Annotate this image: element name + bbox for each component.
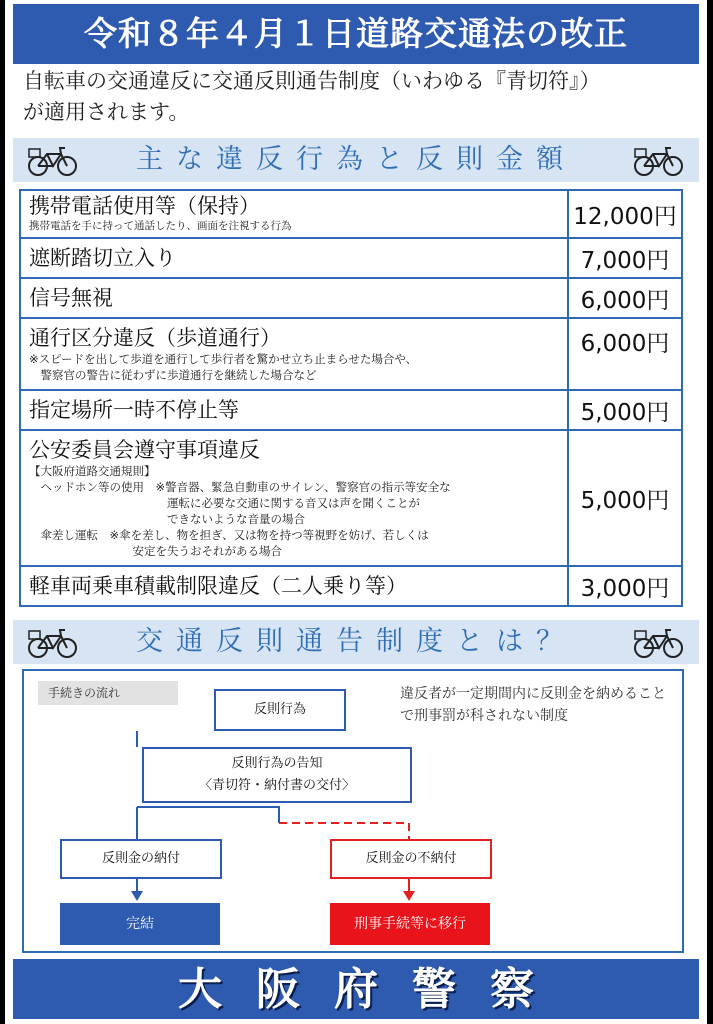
table-row <box>20 566 682 606</box>
fine-amount: 3,000円 <box>568 566 682 606</box>
violation-cell <box>20 238 568 278</box>
violation-name: 信号無視 <box>29 286 113 310</box>
section-title-system: 交通反則通告制度とは？ <box>136 626 576 657</box>
notice-line-2: 〈青切符・納付書の交付〉 <box>198 778 355 793</box>
intro-line-2: が適用されます。 <box>23 100 190 124</box>
violation-cell <box>20 318 568 390</box>
flow-tag: 手続きの流れ <box>38 681 178 705</box>
violation-note: 携帯電話を手に持って通話したり、画面を注視する行為 <box>29 220 292 232</box>
flow-step-violation: 反則行為 <box>214 689 346 731</box>
fine-amount: 7,000円 <box>568 238 682 278</box>
bicycle-icon <box>633 143 685 177</box>
bicycle-icon <box>633 625 685 659</box>
section-title-violations: 主な違反行為と反則金額 <box>136 144 576 175</box>
table-row <box>20 390 682 430</box>
intro-line-1: 自転車の交通違反に交通反則通告制度（いわゆる『青切符』） <box>23 69 601 93</box>
violation-note: 【大阪府道路交通規則】 ヘッドホン等の使用 ※警音器、緊急自動車のサイレン、警察官の指示等安全な 運転に必要な交通に関する音又は声を聞くことが できないような音量の場合 傘差し運転 ※傘を差し、物を担ぎ、又は物を持つ等視野を妨げ、若しくは 安定を失うおそれがある場合 <box>29 464 451 558</box>
violation-name: 通行区分違反（歩道通行） <box>29 326 281 350</box>
violation-cell <box>20 278 568 318</box>
procedure-flow <box>22 669 684 953</box>
table-row <box>20 278 682 318</box>
section-header-system <box>13 620 699 664</box>
bicycle-icon <box>27 625 79 659</box>
notice-line-1: 反則行為の告知 <box>231 756 323 771</box>
violation-name: 遮断踏切立入り <box>29 246 176 270</box>
violation-cell <box>20 390 568 430</box>
table-row <box>20 318 682 390</box>
footer-organization: 大阪府警察 <box>13 959 699 1019</box>
table-row <box>20 190 682 238</box>
violation-cell <box>20 566 568 606</box>
violation-cell <box>20 430 568 566</box>
table-row <box>20 238 682 278</box>
fine-amount: 12,000円 <box>568 190 682 238</box>
flow-step-paid: 反則金の納付 <box>60 839 222 879</box>
page-title: 令和８年４月１日道路交通法の改正 <box>13 4 699 64</box>
fine-amount: 6,000円 <box>568 278 682 318</box>
violation-name: 指定場所一時不停止等 <box>29 398 239 422</box>
flow-step-notice <box>142 747 412 803</box>
table-row <box>20 430 682 566</box>
bicycle-icon <box>27 143 79 177</box>
system-description: 違反者が一定期間内に反則金を納めることで刑事罰が科されない制度 <box>400 686 666 724</box>
poster <box>5 0 707 1024</box>
flow-result-criminal: 刑事手続等に移行 <box>330 903 490 945</box>
section-header-violations <box>13 138 699 182</box>
flow-result-complete: 完結 <box>60 903 220 945</box>
fine-amount: 5,000円 <box>568 390 682 430</box>
fines-table <box>19 189 683 607</box>
violation-note: ※スピードを出して歩道を通行して歩行者を驚かせ立ち止まらせた場合や、 警察官の警告に従わずに歩道通行を継続した場合など <box>29 352 418 382</box>
violation-name: 公安委員会遵守事項違反 <box>29 438 260 462</box>
violation-cell <box>20 190 568 238</box>
violation-name: 軽車両乗車積載制限違反（二人乗り等） <box>29 574 407 598</box>
intro-text <box>23 66 693 128</box>
fine-amount: 5,000円 <box>568 430 682 566</box>
fine-amount: 6,000円 <box>568 318 682 390</box>
flow-step-unpaid: 反則金の不納付 <box>330 839 492 879</box>
violation-name: 携帯電話使用等（保持） <box>29 194 260 218</box>
